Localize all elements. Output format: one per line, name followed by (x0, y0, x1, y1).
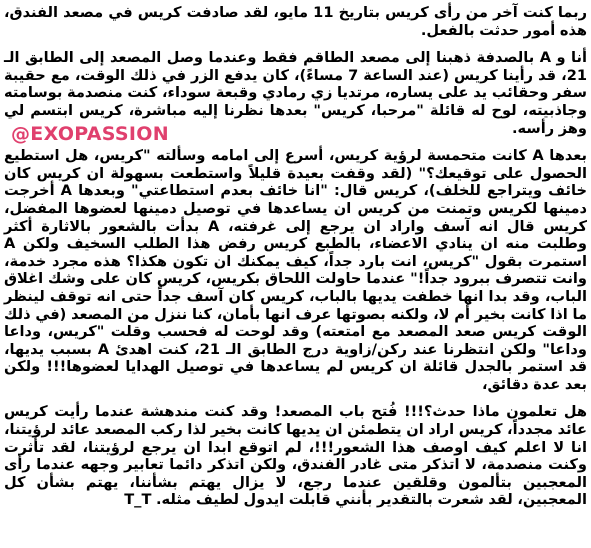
watermark-text: @EXOPASSION (11, 123, 169, 145)
paragraph-3: بعدها A كانت متحمسة لرؤية كريس، أسرع إلى امامه وسألته "كريس، هل استطيع الحصول على توقيعك؟" (لقد وقفت بعيدة قليلاً واستطعت بسهولة ان كريس كان خائف ويتراجع للخلف)، كريس قال: "انا خائف بعدم استطاعتي" وبعدها A أخرجت دمينها لكريس وتمنت من كريس ان يساعدها في توصيل دمينها لعضوها المفضل، كريس قال انه آسف واراد ان يرجع إلى غرفته، A بدأت بالشعور بالاثارة أكثر وطلبت منه ان ينادي الاعضاء، بالطبع كريس رفض هذا الطلب السخيف ولكن A استمرت بقول "كريس، انت بارد جداً، كيف يمكنك ان تكون هكذا؟ هذه مجرد خدمة، وانت تتصرف ببرود جداً!" عندما حاولت اللحاق بكريس، كريس كان على وشك اغلاق الباب، وقد بدا انها خطفت يديها بالباب، كريس كان آسف جداً حتى انه توقف لينظر ما اذا كانت بخير أم لا، ولكنه بصوتها عرف انها بأمان، كنا ننزل من المصعد (في ذلك الوقت كريس صعد المصعد مع امتعته) وقد لوحت له فحسب وقلت "كريس، وداعا وداعا" ولكن انتظرنا عند ركن/زاوية درج الطابق الـ 21، كنت اهدئ A بسبب يديها، قد استمر بالجدل قائلة ان كريس لم يساعدها في توصيل الهدايا لعضوها!!! ولكن بعد عدة دقائق، (4, 147, 588, 393)
paragraph-2: أنا و A بالصدفة ذهبنا إلى مصعد الطاقم فقط وعندما وصل المصعد إلى الطابق الـ 21، قد رأينا كريس (عند الساعة 7 مساءً)، كان يدفع الزر في ذلك الوقت، مع حقيبة سفر وحقائب يد على يساره، مرتديا زي رمادي وقبعة سوداء، كنت منصدمة بوسامته وجاذبيته، لوح له قائلة "مرحبا، كريس" بعدها نظرنا إليه مباشرة، كريس ابتسم لي وهز رأسه. (4, 49, 587, 137)
paragraph-4: هل تعلمون ماذا حدث؟!!! فُتح باب المصعد! وقد كنت مندهشة عندما رأيت كريس عائد مجدداً، كريس اراد ان يتطمئن ان يديها كانت بخير لذا ركب المصعد عائد لرؤيتنا، انا لا اعلم كيف اوصف هذا الشعور!!!، لم اتوقع ابدا ان يرجع لرؤيتنا، لقد تأثرت وكنت منصدمة، لا اتذكر متى غادر الفندق، ولكن اتذكر دائما تعابير وجهه عندما رأى المعجبين بتألمون وقلقين عندما رجع، لا يزال يهتم بشأننا، يهتم بشأن كل المعجبين، لقد شعرت بالتقدير بأنني قابلت ايدول لطيف مثله. T_T (4, 403, 587, 509)
paragraph-1: ربما كنت آخر من رأى كريس بتاريخ 11 مايو، لقد صادفت كريس في مصعد الفندق، هذه أمور حدثت بالفعل. (4, 4, 587, 39)
